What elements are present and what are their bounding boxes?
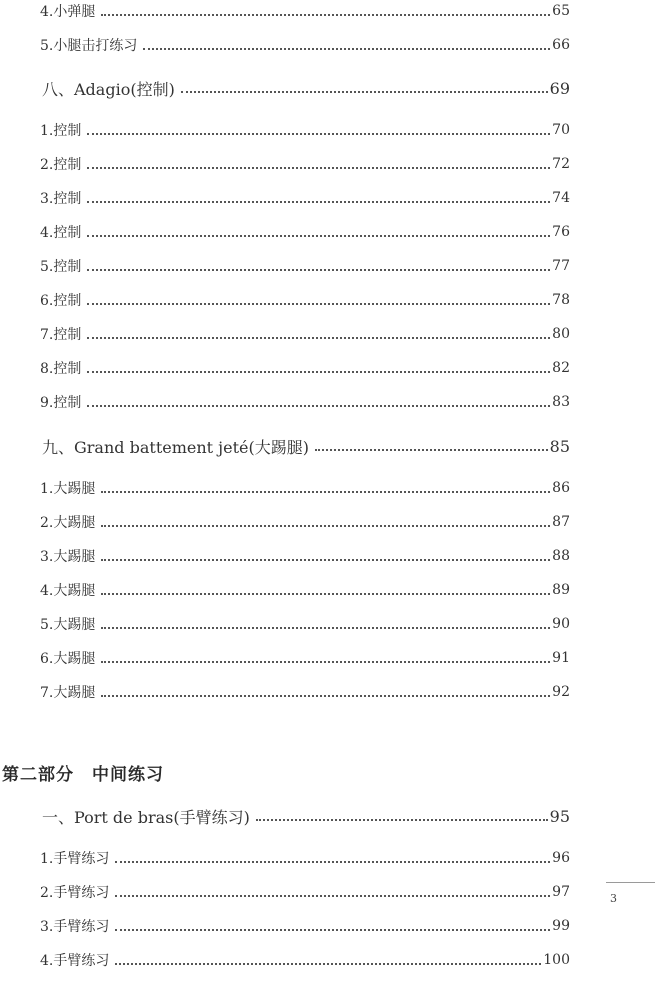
- toc-entry-title: 8.控制: [40, 361, 82, 377]
- toc-entry-title: 7.控制: [40, 327, 82, 343]
- toc-entry-row[interactable]: [40, 477, 570, 499]
- toc-entry-title: 4.手臂练习: [40, 953, 110, 969]
- toc-entry-row[interactable]: [40, 0, 570, 22]
- dot-leader: [115, 928, 550, 931]
- toc-page-number: 70: [552, 122, 570, 138]
- dot-leader: [101, 694, 550, 697]
- dot-leader: [181, 90, 548, 93]
- toc-entry-title: 1.控制: [40, 123, 82, 139]
- toc-page-number: 92: [552, 684, 570, 700]
- toc-page-number: 86: [552, 480, 570, 496]
- dot-leader: [101, 626, 550, 629]
- toc-entry-title: 1.手臂练习: [40, 851, 110, 867]
- toc-entry-title: 2.手臂练习: [40, 885, 110, 901]
- toc-page-number: 85: [549, 436, 570, 456]
- toc-entry-title: 9.控制: [40, 395, 82, 411]
- toc-page-number: 96: [552, 850, 570, 866]
- toc-entry-row[interactable]: [40, 545, 570, 567]
- toc-page-number: 78: [552, 292, 570, 308]
- dot-leader: [115, 860, 550, 863]
- toc-page-number: 69: [549, 78, 570, 98]
- toc-page-number: 90: [552, 616, 570, 632]
- margin-rule: [606, 882, 655, 883]
- part-heading: 第二部分 中间练习: [2, 765, 164, 785]
- toc-page-number: 72: [552, 156, 570, 172]
- dot-leader: [256, 818, 548, 821]
- toc-entry-row[interactable]: [40, 647, 570, 669]
- toc-entry-row[interactable]: [40, 511, 570, 533]
- toc-section-title: 九、Grand battement jeté(大踢腿): [42, 437, 309, 457]
- dot-leader: [143, 47, 550, 50]
- toc-page-number: 82: [552, 360, 570, 376]
- toc-page-number: 100: [543, 952, 570, 968]
- toc-entry-row[interactable]: [40, 289, 570, 311]
- toc-entry-title: 1.大踢腿: [40, 481, 96, 497]
- toc-entry-row[interactable]: [40, 613, 570, 635]
- toc-section-row[interactable]: [42, 805, 570, 827]
- dot-leader: [87, 336, 550, 339]
- toc-entry-title: 3.控制: [40, 191, 82, 207]
- toc-page-number: 76: [552, 224, 570, 240]
- toc-entry-row[interactable]: [40, 255, 570, 277]
- toc-page-number: 91: [552, 650, 570, 666]
- toc-entry-title: 6.控制: [40, 293, 82, 309]
- toc-entry-title: 6.大踢腿: [40, 651, 96, 667]
- toc-entry-row[interactable]: [40, 357, 570, 379]
- dot-leader: [87, 132, 550, 135]
- toc-page-number: 74: [552, 190, 570, 206]
- dot-leader: [87, 200, 550, 203]
- toc-entry-title: 5.控制: [40, 259, 82, 275]
- dot-leader: [87, 404, 550, 407]
- toc-entry-title: 4.大踢腿: [40, 583, 96, 599]
- toc-page-number: 65: [552, 3, 570, 19]
- dot-leader: [101, 13, 550, 16]
- dot-leader: [101, 660, 550, 663]
- dot-leader: [101, 592, 550, 595]
- toc-entry-title: 2.大踢腿: [40, 515, 96, 531]
- toc-entry-row[interactable]: [40, 119, 570, 141]
- toc-entry-row[interactable]: [40, 153, 570, 175]
- toc-entry-row[interactable]: [40, 847, 570, 869]
- toc-entry-title: 5.小腿击打练习: [40, 38, 138, 54]
- page-number: 3: [610, 892, 617, 905]
- dot-leader: [115, 962, 541, 965]
- toc-entry-row[interactable]: [40, 323, 570, 345]
- dot-leader: [87, 268, 550, 271]
- toc-entry-title: 3.大踢腿: [40, 549, 96, 565]
- dot-leader: [101, 558, 550, 561]
- toc-entry-title: 4.控制: [40, 225, 82, 241]
- toc-entry-title: 3.手臂练习: [40, 919, 110, 935]
- toc-entry-row[interactable]: [40, 221, 570, 243]
- toc-entry-title: 2.控制: [40, 157, 82, 173]
- dot-leader: [87, 302, 550, 305]
- toc-page-number: 88: [552, 548, 570, 564]
- toc-page-number: 87: [552, 514, 570, 530]
- toc-page-number: 97: [552, 884, 570, 900]
- toc-entry-row[interactable]: [40, 187, 570, 209]
- toc-page-number: 66: [552, 37, 570, 53]
- toc-page-number: 95: [549, 806, 570, 826]
- toc-section-row[interactable]: [42, 77, 570, 99]
- dot-leader: [315, 448, 548, 451]
- toc-entry-row[interactable]: [40, 34, 570, 56]
- toc-page-number: 99: [552, 918, 570, 934]
- dot-leader: [101, 524, 550, 527]
- toc-entry-row[interactable]: [40, 681, 570, 703]
- toc-entry-row[interactable]: [40, 915, 570, 937]
- dot-leader: [101, 490, 550, 493]
- dot-leader: [115, 894, 550, 897]
- dot-leader: [87, 166, 550, 169]
- toc-page-number: 80: [552, 326, 570, 342]
- toc-entry-title: 7.大踢腿: [40, 685, 96, 701]
- toc-entry-row[interactable]: [40, 949, 570, 971]
- toc-page-number: 89: [552, 582, 570, 598]
- toc-section-title: 八、Adagio(控制): [42, 79, 175, 99]
- toc-page-number: 83: [552, 394, 570, 410]
- toc-entry-row[interactable]: [40, 881, 570, 903]
- toc-page-number: 77: [552, 258, 570, 274]
- toc-section-title: 一、Port de bras(手臂练习): [42, 807, 250, 827]
- toc-section-row[interactable]: [42, 435, 570, 457]
- dot-leader: [87, 234, 550, 237]
- toc-entry-row[interactable]: [40, 391, 570, 413]
- toc-entry-title: 5.大踢腿: [40, 617, 96, 633]
- toc-entry-row[interactable]: [40, 579, 570, 601]
- dot-leader: [87, 370, 550, 373]
- toc-entry-title: 4.小弹腿: [40, 4, 96, 20]
